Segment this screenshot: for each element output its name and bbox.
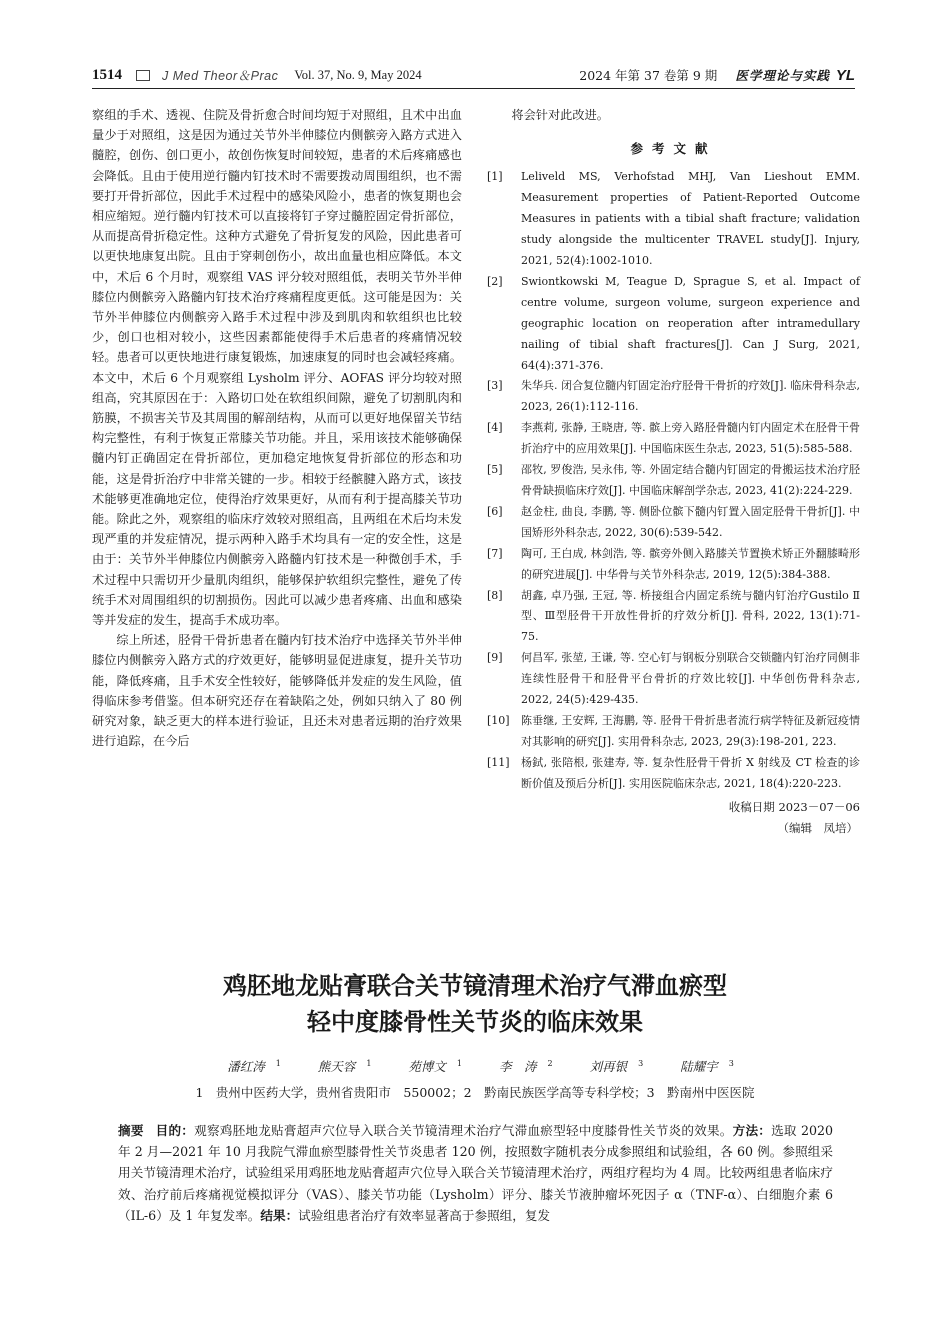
author-affiliation-mark: 3 [728, 1058, 734, 1068]
reference-number: [1] [487, 170, 503, 184]
running-header [92, 62, 855, 89]
author-name: 苑博文 [408, 1059, 446, 1074]
author [397, 1059, 462, 1074]
author-affiliation-mark: 1 [275, 1058, 281, 1068]
reference-item [487, 711, 860, 753]
author-affiliation-mark: 1 [366, 1058, 372, 1068]
reference-number: [9] [487, 651, 503, 665]
author-name: 陆耀宇 [680, 1059, 718, 1074]
article-title-line: 轻中度膝骨性关节炎的临床效果 [307, 1007, 643, 1036]
journal-logo: YL [835, 66, 855, 84]
reference-text: Leliveld MS, Verhofstad MHJ, Van Lieshout EMM. Measurement properties of Patient-Reported Outcome Measures in patients with a tibial shaft fracture; validation study alongside the multicenter TRAVEL study[J]. Injury, 2021, 52(4):1002-1010. [521, 170, 860, 268]
reference-text: 杨鉽, 张陪根, 张建寿, 等. 复杂性胫骨干骨折 X 射线及 CT 检查的诊断价值及预后分析[J]. 实用医院临床杂志, 2021, 18(4):220-223. [521, 755, 860, 790]
reference-number: [11] [487, 755, 510, 769]
body-paragraph: 综上所述，胫骨干骨折患者在髓内钉技术治疗中选择关节外半伸膝位内侧髌旁入路方式的疗效更好，能够明显促进康复，提升关节功能，降低疼痛，且手术安全性较好，能够降低并发症的发生风险，值得临床参考借鉴。但本研究还存在着缺陷之处，例如只纳入了 80 例研究对象，缺乏更大的样本进行验证，且还未对患者远期的治疗效果进行追踪，在今后 [92, 633, 462, 749]
author-name: 刘再银 [589, 1059, 628, 1074]
page-number: 1514 [92, 66, 122, 83]
author [307, 1059, 372, 1074]
author-affiliation-mark: 1 [456, 1058, 462, 1068]
editor-note: （编辑 凤培） [777, 820, 858, 835]
results-label: 结果： [260, 1207, 299, 1223]
author-affiliation-mark: 2 [547, 1058, 553, 1068]
reference-number: [10] [487, 713, 510, 727]
reference-text: 何昌军, 张堃, 王谦, 等. 空心钉与钢板分别联合交锁髓内钉治疗同侧非连续性胫骨干和胫骨平台骨折的疗效比较[J]. 中华创伤骨科杂志, 2022, 24(5):429-435. [521, 651, 860, 707]
author [669, 1059, 734, 1074]
author-name: 李 涛 [498, 1059, 537, 1074]
author-name: 潘红涛 [227, 1059, 265, 1074]
author-name: 熊天容 [317, 1059, 356, 1074]
body-paragraph: 察组的手术、透视、住院及骨折愈合时间均短于对照组，且术中出血量少于对照组，这是因为通过关节外半伸膝位内侧髌旁入路方式进入髓腔，创伤、创口更小，故创伤恢复时间较短，患者的术后疼痛感也会降低。且由于使用逆行髓内钉技术时不需要拨动周围组织，也不需要打开骨折部位，因此手术过程中的感染风险小，患者的恢复期也会相应缩短。逆行髓内钉技术可以直接将钉子穿过髓腔固定骨折部位，从而提高骨折稳定性。这种方式避免了骨折复发的风险，因此患者可以更快地康复出院。且由于穿刺创伤小，故出血量也相应降低。本文中，术后 6 个月时，观察组 VAS 评分较对照组低，表明关节外半伸膝位内侧髌旁入路髓内钉技术治疗疼痛程度更低。这可能是因为：关节外半伸膝位内侧髌旁入路手术过程中涉及到肌肉和软组织也比较少，创口也相对较小，这些因素都能使得手术后患者的疼痛情况较轻。患者可以更快地进行康复锻炼，加速康复的同时也会减轻疼痛。本文中，术后 6 个月观察组 Lysholm 评分、AOFAS 评分均较对照组高，究其原因在于：入路切口处在软组织间隙，避免了切割肌肉和筋膜，不损害关节及其周围的解剖结构，从而可以更好地保留关节结构完整性，有利于恢复正常膝关节功能。并且，采用该技术能够确保髓内钉正确固定在骨折部位，更加稳定地恢复骨折部位的形态和功能，这是骨折治疗中非常关键的一步。相较于经髌腱入路方式，该技术能够更准确地定位，使得治疗效果更好，从而有利于提高膝关节功能。除此之外，观察组的临床疗效较对照组高，且两组在术后均未发现严重的并发症情况，提示两种入路手术均具有一定的安全性，这是由于：关节外半伸膝位内侧髌旁入路髓内钉技术是一种微创手术，手术过程中只需切开少量肌肉组织，能够保护软组织完整性，避免了传统手术对周围组织的切割损伤。因此可以减少患者疼痛、出血和感染等并发症的发生，提高手术成功率。 [92, 108, 462, 628]
reference-number: [7] [487, 546, 503, 560]
author [579, 1059, 644, 1074]
journal-name-cn: 医学理论与实践 [735, 68, 830, 83]
article-title [0, 968, 950, 1040]
volume-en: Vol. 37, No. 9, May 2024 [294, 67, 422, 82]
reference-item [487, 418, 860, 460]
reference-number: [6] [487, 504, 503, 518]
reference-text: 朱华兵. 闭合复位髓内钉固定治疗胫骨干骨折的疗效[J]. 临床骨科杂志, 2023, 26(1):112-116. [521, 379, 860, 414]
author [488, 1059, 553, 1074]
abstract [118, 1120, 833, 1226]
reference-item [487, 167, 860, 272]
reference-item [487, 460, 860, 502]
reference-number: [3] [487, 379, 503, 393]
article-title-line: 鸡胚地龙贴膏联合关节镜清理术治疗气滞血瘀型 [223, 971, 727, 1000]
reference-text: Swiontkowski M, Teague D, Sprague S, et al. Impact of centre volume, surgeon volume, surgeon experience and geographic location on reoperation after intramedullary nailing of tibial shaft fractures[J]. Can J Surg, 2021, 64(4):371-376. [521, 274, 860, 372]
reference-item [487, 648, 860, 711]
reference-number: [2] [487, 274, 503, 288]
continued-paragraph: 将会针对此改进。 [511, 108, 609, 122]
volume-cn: 2024 年第 37 卷第 9 期 [579, 68, 718, 83]
affiliations: 1 贵州中医药大学，贵州省贵阳市 550002；2 黔南民族医学高等专科学校；3 黔南州中医医院 [195, 1085, 755, 1100]
reference-item [487, 586, 860, 649]
author [216, 1059, 281, 1074]
references-heading: 参考文献 [630, 141, 717, 157]
author-affiliation-mark: 3 [638, 1058, 644, 1068]
reference-item [487, 753, 860, 795]
reference-text: 李燕莉, 张静, 王晓唐, 等. 髌上旁入路胫骨髓内钉内固定术在胫骨干骨折治疗中的应用效果[J]. 中国临床医生杂志, 2023, 51(5):585-588. [521, 421, 860, 456]
reference-list [487, 167, 860, 794]
author-list [0, 1057, 950, 1075]
header-box-icon [136, 70, 150, 81]
reference-item [487, 376, 860, 418]
left-column [92, 105, 462, 752]
reference-text: 赵金柱, 曲良, 李鹏, 等. 侧卧位髌下髓内钉置入固定胫骨干骨折[J]. 中国矫形外科杂志, 2022, 30(6):539-542. [521, 504, 860, 539]
objective-label: 目的： [155, 1123, 195, 1138]
reference-text: 胡鑫, 卓乃强, 王冠, 等. 桥接组合内固定系统与髓内钉治疗Gustilo Ⅱ型、Ⅲ型胫骨干开放性骨折的疗效分析[J]. 骨科, 2022, 13(1):71-75. [521, 588, 860, 644]
reference-item [487, 272, 860, 377]
right-column [487, 105, 860, 839]
reference-text: 邵牧, 罗俊浩, 吴永伟, 等. 外固定结合髓内钉固定的骨搬运技术治疗胫骨骨缺损临床疗效[J]. 中国临床解剖学杂志, 2023, 41(2):224-229. [521, 463, 860, 497]
reference-number: [5] [487, 463, 503, 477]
abstract-label: 摘要 [118, 1123, 144, 1138]
methods-text: 选取 2020 年 2 月—2021 年 10 月我院气滞血瘀型膝骨性关节炎患者 120 例，按照数字随机表分成参照组和试验组，各 60 例。参照组采用关节镜清理术治疗，试验组采用鸡胚地龙贴膏超声穴位导入联合关节镜清理术治疗，两组疗程均为 4 周。比较两组患者临床疗效、治疗前后疼痛视觉模拟评分（VAS）、膝关节功能（Lysholm）评分、膝关节液肿瘤坏死因子 α（TNF-α）、白细胞介素 6（IL-6）及 1 年复发率。 [118, 1123, 834, 1223]
objective-text: 观察鸡胚地龙贴膏超声穴位导入联合关节镜清理术治疗气滞血瘀型轻中度膝骨性关节炎的效果。 [194, 1123, 733, 1138]
methods-label: 方法： [732, 1123, 772, 1138]
reference-number: [8] [487, 588, 503, 602]
received-date: 收稿日期 2023－07－06 [728, 799, 860, 814]
reference-text: 陶可, 王白成, 林剑浩, 等. 髌旁外侧入路膝关节置换术矫正外翻膝畸形的研究进展[J]. 中华骨与关节外科杂志, 2019, 12(5):384-388. [521, 546, 860, 581]
reference-text: 陈垂继, 王安辉, 王海鹏, 等. 胫骨干骨折患者流行病学特征及新冠疫情对其影响的研究[J]. 实用骨科杂志, 2023, 29(3):198-201, 223. [521, 713, 860, 748]
reference-item [487, 544, 860, 586]
reference-item [487, 502, 860, 544]
journal-name-en: J Med Theor＆Prac [162, 69, 279, 83]
results-text: 试验组患者治疗有效率显著高于参照组，复发 [298, 1207, 551, 1223]
reference-number: [4] [487, 421, 503, 435]
